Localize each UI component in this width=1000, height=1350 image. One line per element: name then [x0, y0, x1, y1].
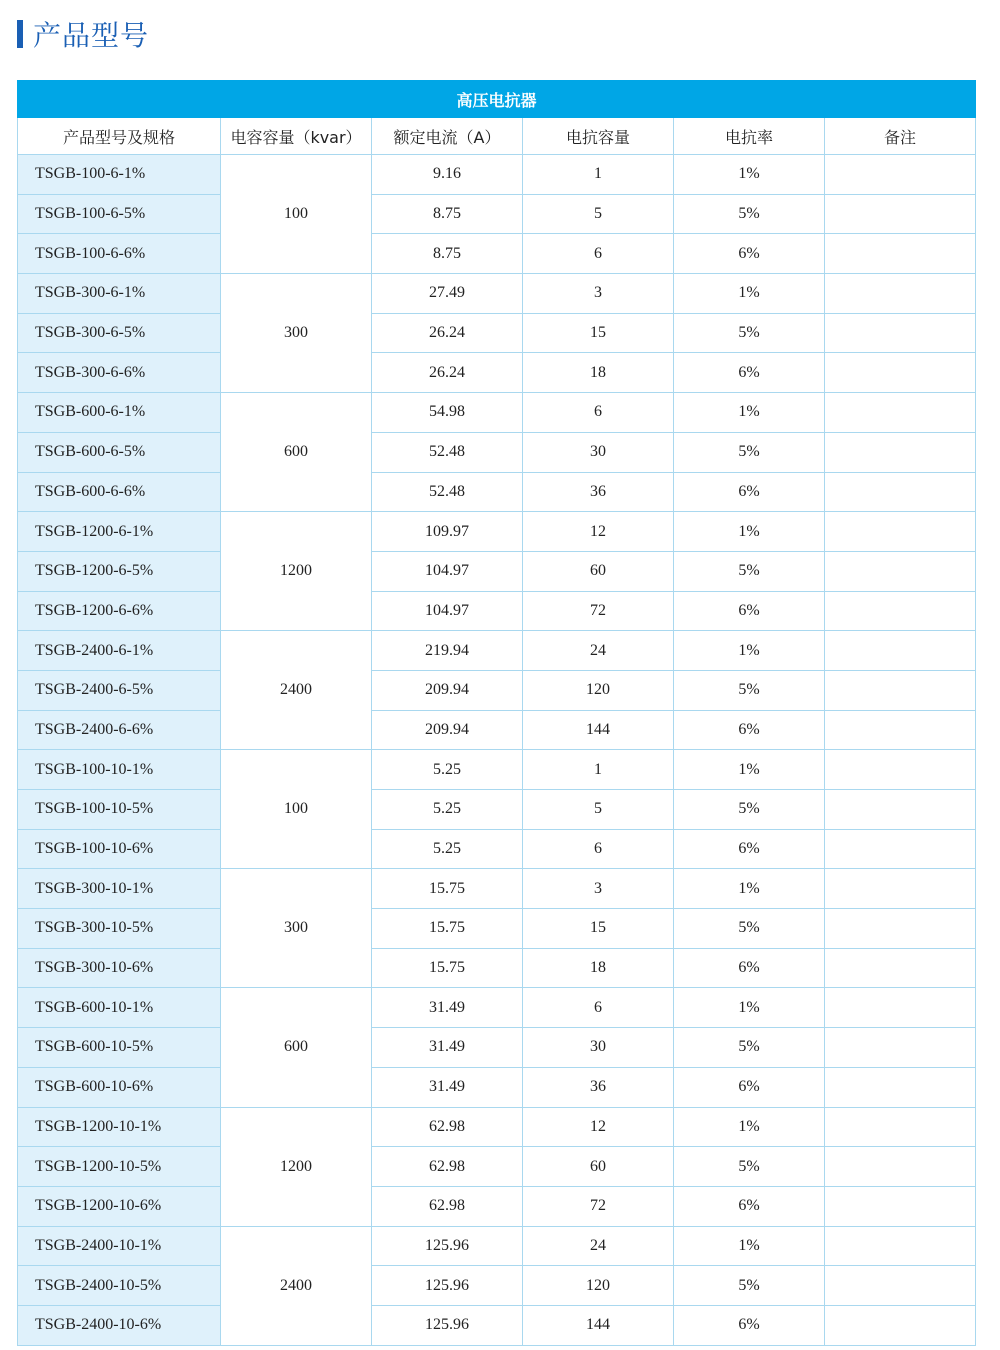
note-cell	[825, 234, 976, 274]
table-row	[18, 313, 976, 353]
note-cell	[825, 313, 976, 353]
table-row	[18, 909, 976, 949]
current-cell: 31.49	[372, 988, 523, 1028]
reactance-cell: 120	[523, 1266, 674, 1306]
model-cell: TSGB-100-6-1%	[18, 155, 221, 195]
spec-table	[17, 80, 976, 1346]
current-cell: 27.49	[372, 274, 523, 314]
model-cell: TSGB-2400-10-5%	[18, 1266, 221, 1306]
table-header-row	[18, 118, 976, 155]
table-row	[18, 869, 976, 909]
rate-cell: 1%	[674, 393, 825, 433]
table-row	[18, 988, 976, 1028]
note-cell	[825, 194, 976, 234]
rate-cell: 6%	[674, 1186, 825, 1226]
reactance-cell: 144	[523, 710, 674, 750]
note-cell	[825, 1226, 976, 1266]
table-row	[18, 274, 976, 314]
current-cell: 15.75	[372, 948, 523, 988]
model-cell: TSGB-1200-6-1%	[18, 512, 221, 552]
reactance-cell: 6	[523, 393, 674, 433]
note-cell	[825, 472, 976, 512]
note-cell	[825, 1186, 976, 1226]
current-cell: 209.94	[372, 670, 523, 710]
table-row	[18, 948, 976, 988]
rate-cell: 5%	[674, 790, 825, 830]
model-cell: TSGB-600-10-6%	[18, 1067, 221, 1107]
model-cell: TSGB-300-6-5%	[18, 313, 221, 353]
table-row	[18, 194, 976, 234]
table-row	[18, 512, 976, 552]
title-accent-bar	[17, 20, 23, 48]
reactance-cell: 1	[523, 155, 674, 195]
column-header-capacity: 电容容量（kvar）	[221, 118, 372, 155]
table-row	[18, 750, 976, 790]
model-cell: TSGB-2400-10-1%	[18, 1226, 221, 1266]
table-row	[18, 1147, 976, 1187]
model-cell: TSGB-100-10-5%	[18, 790, 221, 830]
table-row	[18, 591, 976, 631]
model-cell: TSGB-300-10-5%	[18, 909, 221, 949]
model-cell: TSGB-300-6-1%	[18, 274, 221, 314]
reactance-cell: 6	[523, 234, 674, 274]
note-cell	[825, 631, 976, 671]
current-cell: 5.25	[372, 750, 523, 790]
capacity-cell: 300	[221, 274, 372, 393]
reactance-cell: 24	[523, 1226, 674, 1266]
table-row	[18, 1266, 976, 1306]
rate-cell: 6%	[674, 829, 825, 869]
rate-cell: 1%	[674, 274, 825, 314]
rate-cell: 1%	[674, 155, 825, 195]
current-cell: 104.97	[372, 551, 523, 591]
model-cell: TSGB-600-6-5%	[18, 432, 221, 472]
reactance-cell: 30	[523, 432, 674, 472]
rate-cell: 1%	[674, 631, 825, 671]
current-cell: 26.24	[372, 353, 523, 393]
model-cell: TSGB-100-6-6%	[18, 234, 221, 274]
table-row	[18, 1226, 976, 1266]
rate-cell: 5%	[674, 551, 825, 591]
model-cell: TSGB-2400-10-6%	[18, 1305, 221, 1345]
rate-cell: 6%	[674, 1067, 825, 1107]
table-row	[18, 234, 976, 274]
note-cell	[825, 1305, 976, 1345]
note-cell	[825, 909, 976, 949]
note-cell	[825, 1266, 976, 1306]
note-cell	[825, 353, 976, 393]
current-cell: 8.75	[372, 194, 523, 234]
table-row	[18, 472, 976, 512]
column-header-reactance: 电抗容量	[523, 118, 674, 155]
reactance-cell: 120	[523, 670, 674, 710]
model-cell: TSGB-1200-10-6%	[18, 1186, 221, 1226]
rate-cell: 1%	[674, 1226, 825, 1266]
model-cell: TSGB-1200-6-5%	[18, 551, 221, 591]
table-row	[18, 155, 976, 195]
reactance-cell: 60	[523, 1147, 674, 1187]
current-cell: 125.96	[372, 1266, 523, 1306]
table-caption-row	[18, 81, 976, 118]
rate-cell: 1%	[674, 1107, 825, 1147]
reactance-cell: 15	[523, 909, 674, 949]
model-cell: TSGB-300-6-6%	[18, 353, 221, 393]
capacity-cell: 100	[221, 750, 372, 869]
reactance-cell: 1	[523, 750, 674, 790]
model-cell: TSGB-100-10-6%	[18, 829, 221, 869]
rate-cell: 5%	[674, 432, 825, 472]
reactance-cell: 6	[523, 988, 674, 1028]
model-cell: TSGB-300-10-6%	[18, 948, 221, 988]
table-row	[18, 1107, 976, 1147]
table-row	[18, 670, 976, 710]
current-cell: 54.98	[372, 393, 523, 433]
current-cell: 219.94	[372, 631, 523, 671]
current-cell: 15.75	[372, 869, 523, 909]
table-row	[18, 1028, 976, 1068]
note-cell	[825, 274, 976, 314]
current-cell: 62.98	[372, 1147, 523, 1187]
table-row	[18, 1186, 976, 1226]
model-cell: TSGB-2400-6-1%	[18, 631, 221, 671]
rate-cell: 5%	[674, 909, 825, 949]
current-cell: 62.98	[372, 1107, 523, 1147]
reactance-cell: 24	[523, 631, 674, 671]
current-cell: 31.49	[372, 1028, 523, 1068]
rate-cell: 1%	[674, 512, 825, 552]
model-cell: TSGB-100-6-5%	[18, 194, 221, 234]
note-cell	[825, 790, 976, 830]
table-row	[18, 829, 976, 869]
current-cell: 125.96	[372, 1226, 523, 1266]
table-row	[18, 1067, 976, 1107]
note-cell	[825, 551, 976, 591]
page-title: 产品型号	[33, 19, 150, 52]
note-cell	[825, 1028, 976, 1068]
current-cell: 109.97	[372, 512, 523, 552]
capacity-cell: 2400	[221, 1226, 372, 1345]
note-cell	[825, 670, 976, 710]
note-cell	[825, 155, 976, 195]
rate-cell: 6%	[674, 234, 825, 274]
capacity-cell: 2400	[221, 631, 372, 750]
model-cell: TSGB-2400-6-6%	[18, 710, 221, 750]
note-cell	[825, 1147, 976, 1187]
current-cell: 8.75	[372, 234, 523, 274]
current-cell: 9.16	[372, 155, 523, 195]
model-cell: TSGB-1200-10-5%	[18, 1147, 221, 1187]
capacity-cell: 1200	[221, 1107, 372, 1226]
reactance-cell: 18	[523, 353, 674, 393]
reactance-cell: 60	[523, 551, 674, 591]
note-cell	[825, 829, 976, 869]
rate-cell: 5%	[674, 1147, 825, 1187]
rate-cell: 1%	[674, 869, 825, 909]
column-header-rate: 电抗率	[674, 118, 825, 155]
column-header-note: 备注	[825, 118, 976, 155]
current-cell: 52.48	[372, 472, 523, 512]
table-row	[18, 790, 976, 830]
page-header	[17, 14, 149, 54]
note-cell	[825, 988, 976, 1028]
reactance-cell: 144	[523, 1305, 674, 1345]
reactance-cell: 36	[523, 1067, 674, 1107]
table-row	[18, 631, 976, 671]
reactance-cell: 6	[523, 829, 674, 869]
table-row	[18, 393, 976, 433]
rate-cell: 1%	[674, 750, 825, 790]
reactance-cell: 5	[523, 790, 674, 830]
note-cell	[825, 710, 976, 750]
note-cell	[825, 591, 976, 631]
note-cell	[825, 393, 976, 433]
rate-cell: 5%	[674, 194, 825, 234]
current-cell: 15.75	[372, 909, 523, 949]
note-cell	[825, 750, 976, 790]
note-cell	[825, 1107, 976, 1147]
reactance-cell: 36	[523, 472, 674, 512]
model-cell: TSGB-600-6-1%	[18, 393, 221, 433]
rate-cell: 5%	[674, 1028, 825, 1068]
rate-cell: 5%	[674, 1266, 825, 1306]
rate-cell: 5%	[674, 670, 825, 710]
table-row	[18, 353, 976, 393]
table-row	[18, 710, 976, 750]
current-cell: 104.97	[372, 591, 523, 631]
reactance-cell: 12	[523, 1107, 674, 1147]
reactance-cell: 30	[523, 1028, 674, 1068]
capacity-cell: 1200	[221, 512, 372, 631]
note-cell	[825, 869, 976, 909]
reactance-cell: 72	[523, 1186, 674, 1226]
table-row	[18, 551, 976, 591]
model-cell: TSGB-600-10-1%	[18, 988, 221, 1028]
capacity-cell: 600	[221, 988, 372, 1107]
rate-cell: 6%	[674, 1305, 825, 1345]
table-caption: 高压电抗器	[18, 81, 976, 118]
model-cell: TSGB-300-10-1%	[18, 869, 221, 909]
column-header-current: 额定电流（A）	[372, 118, 523, 155]
rate-cell: 6%	[674, 591, 825, 631]
rate-cell: 6%	[674, 948, 825, 988]
rate-cell: 1%	[674, 988, 825, 1028]
note-cell	[825, 432, 976, 472]
capacity-cell: 300	[221, 869, 372, 988]
reactance-cell: 5	[523, 194, 674, 234]
reactance-cell: 3	[523, 869, 674, 909]
capacity-cell: 600	[221, 393, 372, 512]
reactance-cell: 3	[523, 274, 674, 314]
current-cell: 31.49	[372, 1067, 523, 1107]
column-header-model: 产品型号及规格	[18, 118, 221, 155]
capacity-cell: 100	[221, 155, 372, 274]
current-cell: 125.96	[372, 1305, 523, 1345]
current-cell: 5.25	[372, 790, 523, 830]
rate-cell: 6%	[674, 353, 825, 393]
rate-cell: 6%	[674, 710, 825, 750]
table-row	[18, 432, 976, 472]
model-cell: TSGB-100-10-1%	[18, 750, 221, 790]
reactance-cell: 18	[523, 948, 674, 988]
model-cell: TSGB-600-6-6%	[18, 472, 221, 512]
model-cell: TSGB-600-10-5%	[18, 1028, 221, 1068]
current-cell: 26.24	[372, 313, 523, 353]
model-cell: TSGB-2400-6-5%	[18, 670, 221, 710]
current-cell: 209.94	[372, 710, 523, 750]
reactance-cell: 72	[523, 591, 674, 631]
table-body	[18, 155, 976, 1346]
model-cell: TSGB-1200-6-6%	[18, 591, 221, 631]
model-cell: TSGB-1200-10-1%	[18, 1107, 221, 1147]
reactance-cell: 15	[523, 313, 674, 353]
note-cell	[825, 948, 976, 988]
table-row	[18, 1305, 976, 1345]
note-cell	[825, 512, 976, 552]
current-cell: 5.25	[372, 829, 523, 869]
rate-cell: 5%	[674, 313, 825, 353]
reactance-cell: 12	[523, 512, 674, 552]
note-cell	[825, 1067, 976, 1107]
rate-cell: 6%	[674, 472, 825, 512]
current-cell: 62.98	[372, 1186, 523, 1226]
current-cell: 52.48	[372, 432, 523, 472]
